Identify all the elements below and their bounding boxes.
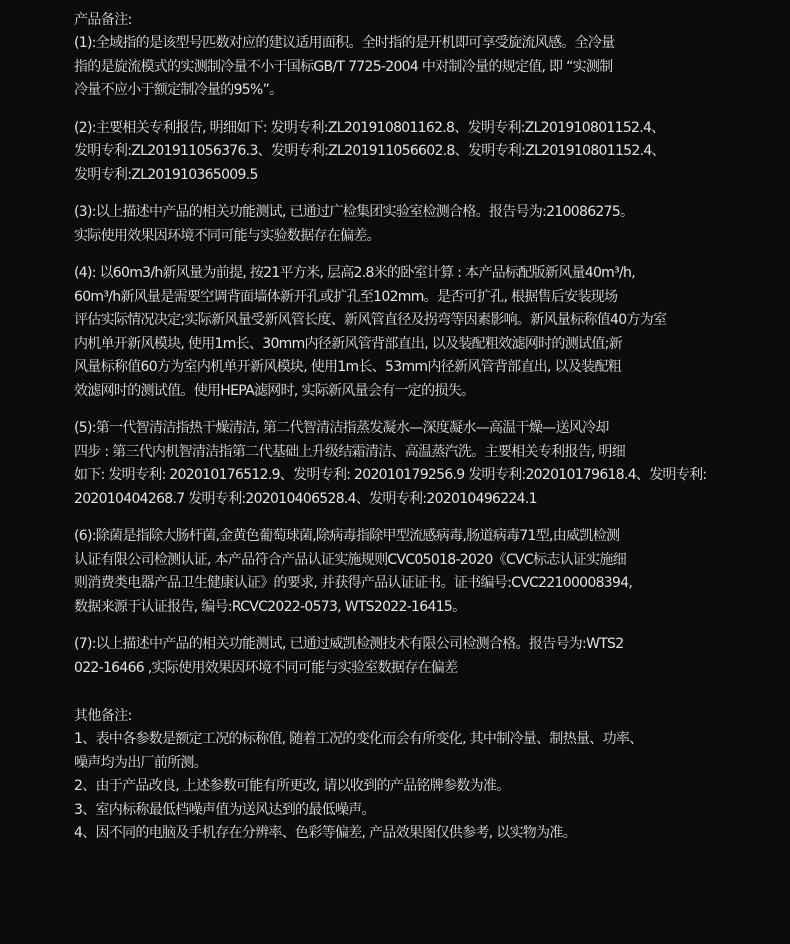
note-line: (1):全域指的是该型号匹数对应的建议适用面积。全时指的是开机即可享受旋流风感。全冷量 [74, 35, 615, 51]
notes-document [74, 8, 714, 846]
note-line: 实际使用效果因环境不同可能与实验数据存在偏差。 [74, 227, 380, 244]
note-line: (7):以上描述中产品的相关功能测试, 已通过威凯检测技术有限公司检测合格。报告号为:WTS2 [74, 636, 624, 652]
other-notes-heading: 其他备注: [74, 708, 132, 724]
other-note-1-line: 噪声均为出厂前所测。 [74, 754, 207, 771]
note-line: 指的是旋流模式的实测制冷量不小于国标GB/T 7725-2004 中对制冷量的规定值, 即 “实测制 [74, 58, 613, 75]
product-notes-heading: 产品备注: [74, 12, 132, 28]
note-line: 风量标称值60方为室内机单开新风模块, 使用1m长、53mm内径新风管背部直出, 以及装配粗 [74, 359, 622, 375]
note-line: 60m³/h新风量是需要空调背面墙体新开孔或扩孔至102mm。是否可扩孔, 根据售后安装现场 [74, 288, 618, 305]
note-line: (4): 以60m3/h新风量为前提, 按21平方米, 层高2.8米的卧室计算 : 本产品标配版新风量40m³/h, [74, 265, 635, 281]
note-line: 四步 : 第三代内机智清洁指第二代基础上升级结霜清洁、高温蒸汽洗。主要相关专利报告, 明细 [74, 443, 626, 460]
product-note-5 [74, 417, 714, 511]
note-line: (5):第一代智清洁指热干燥清洁, 第二代智清洁指蒸发凝水—深度凝水—高温干燥—送风冷却 [74, 420, 609, 436]
note-line: 冷量不应小于额定制冷量的95%”。 [74, 82, 283, 98]
other-note-3: 3、室内标称最低档噪声值为送风达到的最低噪声。 [74, 801, 375, 818]
note-line: 评估实际情况决定;实际新风量受新风管长度、新风管直径及拐弯等因素影响。新风量标称值40方为室 [74, 312, 667, 328]
note-line: 数据来源于认证报告, 编号:RCVC2022-0573, WTS2022-16415。 [74, 598, 466, 615]
note-line: (3):以上描述中产品的相关功能测试, 已通过广检集团实验室检测合格。报告号为:210086275。 [74, 204, 634, 220]
product-note-7 [74, 633, 714, 680]
note-line: 022-16466 ,实际使用效果因环境不同可能与实验室数据存在偏差 [74, 659, 458, 676]
note-line: 认证有限公司检测认证, 本产品符合产品认证实施规则CVC05018-2020《CVC标志认证实施细 [74, 551, 627, 568]
note-line: 如下: 发明专利: 202010176512.9、发明专利: 202010179256.9 发明专利:202010179618.4、发明专利: [74, 467, 707, 483]
product-note-1 [74, 32, 714, 103]
note-line: 发明专利:ZL201910365009.5 [74, 166, 258, 183]
product-note-4 [74, 262, 714, 403]
product-note-2 [74, 117, 714, 188]
other-note-4: 4、因不同的电脑及手机存在分辨率、色彩等偏差, 产品效果图仅供参考, 以实物为准。 [74, 825, 577, 841]
other-notes-list [74, 728, 714, 846]
note-line: (2):主要相关专利报告, 明细如下: 发明专利:ZL201910801162.8、发明专利:ZL201910801152.4、 [74, 119, 665, 136]
other-note-2: 2、由于产品改良, 上述参数可能有所更改, 请以收到的产品铭牌参数为准。 [74, 778, 510, 794]
note-line: (6):除菌是指除大肠杆菌,金黄色葡萄球菌,除病毒指除甲型流感病毒,肠道病毒71型,由威凯检测 [74, 528, 620, 544]
note-line: 内机单开新风模块, 使用1m长、30mm内径新风管背部直出, 以及装配粗效滤网时的测试值;新 [74, 335, 622, 352]
product-note-6 [74, 525, 714, 619]
note-line: 发明专利:ZL201911056376.3、发明专利:ZL201911056602.8、发明专利:ZL201910801152.4、 [74, 143, 665, 159]
note-line: 效滤网时的测试值。使用HEPA滤网时, 实际新风量会有一定的损失。 [74, 382, 475, 399]
note-line: 则消费类电器产品卫生健康认证》的要求, 并获得产品认证证书。证书编号:CVC22100008394, [74, 575, 633, 591]
product-note-3 [74, 201, 714, 248]
other-note-1-line: 1、表中各参数是额定工况的标称值, 随着工况的变化而会有所变化, 其中制冷量、制热量、功率、 [74, 731, 643, 747]
note-line: 202010404268.7 发明专利:202010406528.4、发明专利:202010496224.1 [74, 490, 537, 507]
